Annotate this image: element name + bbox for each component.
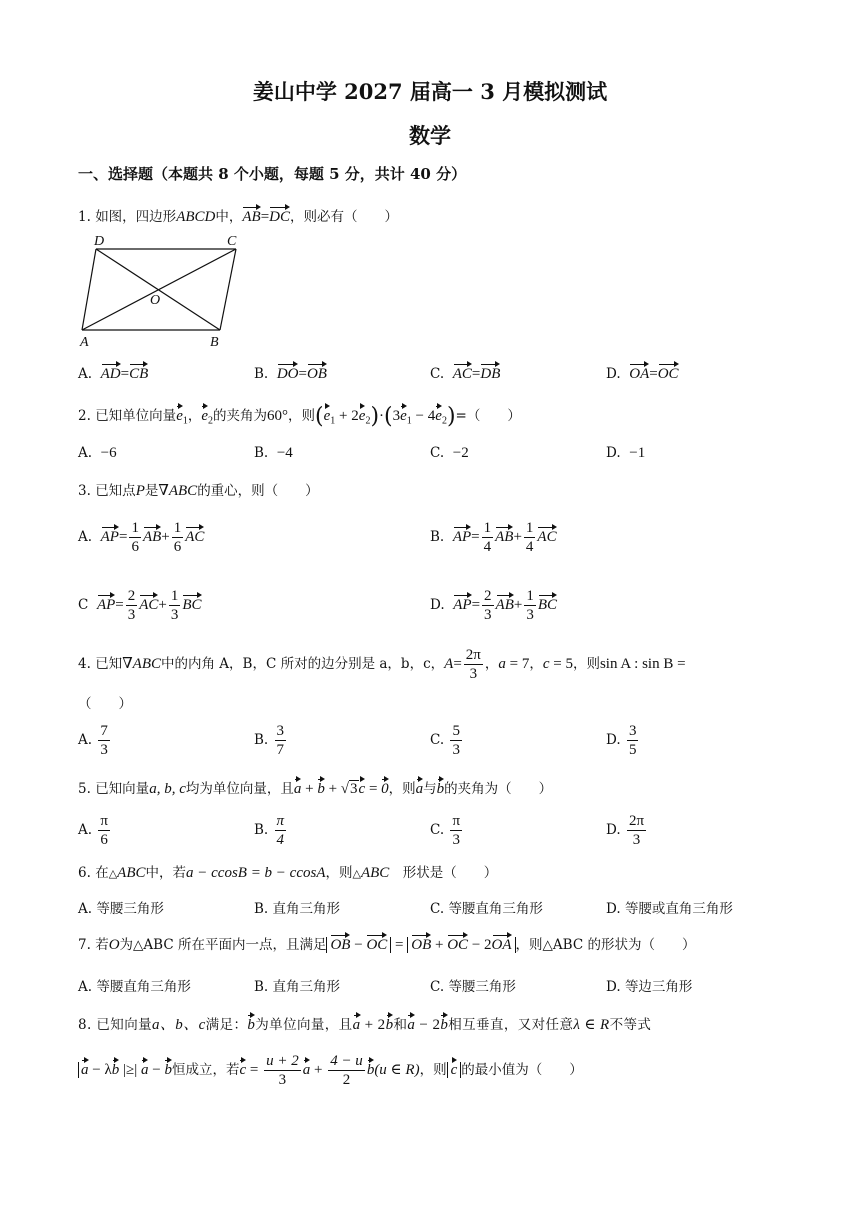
q1-option-c[interactable]: C. AC=DB	[430, 361, 500, 383]
q3-option-a[interactable]: A. AP= $\frac{1}{6}$ AB+ $\frac{1}{6}$ AC	[78, 520, 205, 555]
q4-option-c[interactable]: C. $\frac{5}{3}$	[430, 723, 460, 758]
q2-option-b[interactable]: B. −4	[254, 445, 293, 461]
question-1: 1. 如图，四边形ABCD中，AB=DC，则必有（ ）	[78, 204, 398, 226]
question-5: 5. 已知向量a, b, c均为单位向量，且a + b + √3c = 0，则a与b的夹角为（ ）	[78, 776, 552, 798]
label-d: D	[94, 234, 105, 249]
question-4-blank: （ ）	[78, 696, 132, 712]
q5-option-d[interactable]: D. $\frac{2\pi}{3}$	[606, 813, 645, 848]
q4-option-a[interactable]: A. $\frac{7}{3}$	[78, 723, 108, 758]
q6-option-c[interactable]: C. 等腰直角三角形	[430, 901, 543, 917]
diagonal-db	[96, 249, 220, 330]
q7-option-c[interactable]: C. 等腰三角形	[430, 979, 516, 995]
question-6: 6. 在△ABC中，若a − ccosB = b − ccosA，则△ABC 形状是（ ）	[78, 865, 498, 881]
subject-title: 数学	[409, 123, 451, 148]
q1-option-b[interactable]: B. DO=OB	[254, 361, 327, 383]
question-2: 2. 已知单位向量$e_1$，$e_2$的夹角为60°，则$(e_1 + 2e_2)\cdot(3e_1 - 4e_2)=$（ ）	[78, 404, 521, 429]
q3-option-b[interactable]: B. AP= $\frac{1}{4}$ AB+ $\frac{1}{4}$ AC	[430, 520, 557, 555]
question-7: 7. 若O为△ABC 所在平面内一点，且满足 OB − OC = OB + OC − 2OA ，则△ABC 的形状为（ ）	[78, 932, 695, 954]
q2-option-a[interactable]: A. −6	[78, 445, 117, 461]
q1-option-d[interactable]: D. OA=OC	[606, 361, 679, 383]
section-heading: 一、选择题（本题共 8 个小题，每题 5 分，共计 40 分）	[78, 165, 467, 183]
q6-option-b[interactable]: B. 直角三角形	[254, 901, 341, 917]
page-title: 姜山中学 2027 届高一 3 月模拟测试	[252, 79, 608, 104]
q6-option-d[interactable]: D. 等腰或直角三角形	[606, 901, 733, 917]
q2-option-d[interactable]: D. −1	[606, 445, 646, 461]
q1-option-a[interactable]: A. AD=CB	[78, 361, 148, 383]
q7-option-d[interactable]: D. 等边三角形	[606, 979, 693, 995]
label-o: O	[150, 293, 161, 308]
side-ad	[82, 249, 96, 330]
q4-option-b[interactable]: B. $\frac{3}{7}$	[254, 723, 285, 758]
q4-option-d[interactable]: D. $\frac{3}{5}$	[606, 723, 637, 758]
parallelogram-figure	[76, 232, 256, 350]
label-c: C	[227, 234, 237, 249]
question-4: 4. 已知∇ABC中的内角 A，B，C 所对的边分别是 a，b，c，A= $\frac{2\pi}{3}$ ，a = 7，c = 5，则sin A : sin B =	[78, 647, 686, 682]
question-8: 8. 已知向量a、b、c满足：b为单位向量，且a + 2b和a − 2b相互垂直，又对任意λ ∈ R不等式	[78, 1012, 651, 1034]
q3-option-d[interactable]: D. AP= $\frac{2}{3}$ AB+ $\frac{1}{3}$ BC	[430, 588, 557, 623]
q2-option-c[interactable]: C. −2	[430, 445, 469, 461]
q3-option-c[interactable]: C AP= $\frac{2}{3}$ AC+ $\frac{1}{3}$ BC	[78, 588, 202, 623]
label-a: A	[80, 335, 89, 350]
q7-option-a[interactable]: A. 等腰直角三角形	[78, 979, 191, 995]
q5-option-b[interactable]: B. $\frac{\pi}{4}$	[254, 813, 285, 848]
label-b: B	[210, 335, 219, 350]
question-8-cont: a − λb |≥| a − b恒成立，若c = $\frac{u + 2}{3}$ a + $\frac{4 - u}{2}$ b(u ∈ R)，则 c 的最小值为（ ）	[78, 1052, 583, 1089]
q7-option-b[interactable]: B. 直角三角形	[254, 979, 341, 995]
question-3: 3. 已知点P是∇ABC的重心，则（ ）	[78, 483, 319, 499]
q5-option-c[interactable]: C. $\frac{\pi}{3}$	[430, 813, 461, 848]
q6-option-a[interactable]: A. 等腰三角形	[78, 901, 164, 917]
side-bc	[220, 249, 236, 330]
q5-option-a[interactable]: A. $\frac{\pi}{6}$	[78, 813, 108, 848]
